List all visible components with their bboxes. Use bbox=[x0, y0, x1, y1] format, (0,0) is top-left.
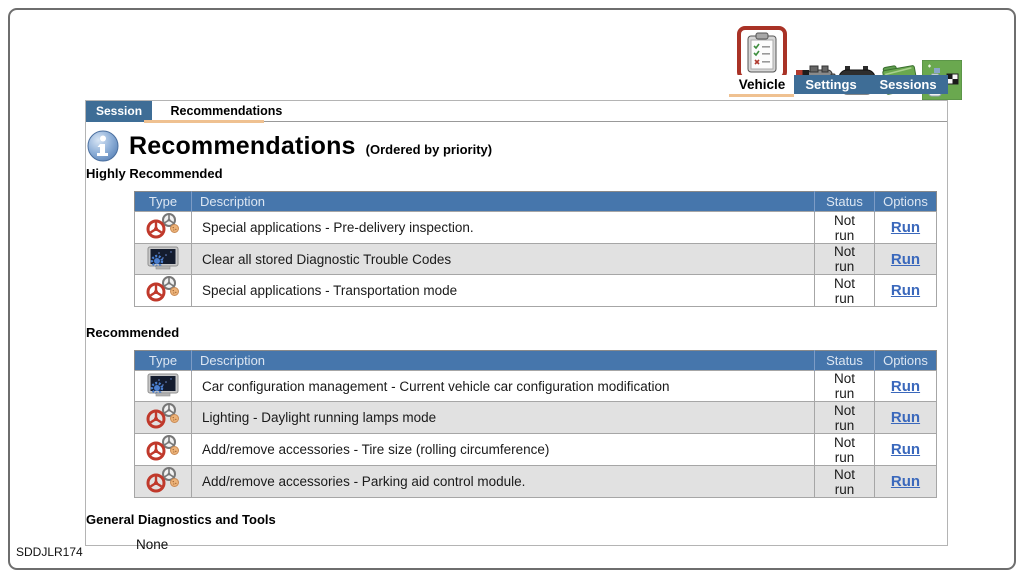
table-header-row bbox=[135, 192, 937, 212]
status-text: Not run bbox=[815, 371, 875, 402]
table-row bbox=[135, 434, 937, 466]
vehicle-clipboard-icon[interactable] bbox=[746, 32, 778, 74]
info-icon bbox=[87, 130, 119, 162]
col-header-description: Description bbox=[192, 192, 815, 212]
type-cell bbox=[135, 275, 192, 307]
description-cell: Lighting - Daylight running lamps mode bbox=[192, 402, 815, 434]
page-title-row bbox=[87, 130, 947, 162]
status-text: Not run bbox=[815, 212, 875, 244]
type-cell bbox=[135, 434, 192, 466]
description-cell: Car configuration management - Current vehicle car configuration modification bbox=[192, 371, 815, 402]
table-row bbox=[135, 275, 937, 307]
highly-recommended-table bbox=[134, 191, 937, 307]
gears-clock-icon bbox=[145, 434, 181, 462]
description-cell: Add/remove accessories - Parking aid control module. bbox=[192, 466, 815, 498]
description-cell: Special applications - Pre-delivery inspection. bbox=[192, 212, 815, 244]
section-heading-highly-recommended: Highly Recommended bbox=[86, 166, 223, 181]
table-row bbox=[135, 212, 937, 244]
page-title: Recommendations bbox=[129, 131, 356, 160]
run-link[interactable]: Run bbox=[890, 473, 921, 490]
status-text: Not run bbox=[815, 402, 875, 434]
col-header-options: Options bbox=[875, 192, 937, 212]
toolbar-label-bar bbox=[794, 75, 948, 94]
vehicle-icon-highlight bbox=[737, 26, 787, 80]
section-heading-recommended: Recommended bbox=[86, 325, 180, 340]
run-link[interactable]: Run bbox=[890, 219, 921, 236]
toolbar-label-settings[interactable]: Settings bbox=[805, 77, 857, 92]
figure-reference-code: SDDJLR174 bbox=[16, 545, 83, 559]
main-content-panel bbox=[85, 100, 948, 552]
vehicle-active-underline bbox=[729, 94, 794, 97]
type-cell bbox=[135, 212, 192, 244]
col-header-status: Status bbox=[815, 351, 875, 371]
table-row bbox=[135, 371, 937, 402]
col-header-type: Type bbox=[135, 351, 192, 371]
table-row bbox=[135, 466, 937, 498]
run-link[interactable]: Run bbox=[890, 282, 921, 299]
col-header-status: Status bbox=[815, 192, 875, 212]
run-link[interactable]: Run bbox=[890, 409, 921, 426]
toolbar-label-sessions[interactable]: Sessions bbox=[879, 77, 937, 92]
gears-clock-icon bbox=[145, 402, 181, 430]
run-link[interactable]: Run bbox=[890, 250, 921, 268]
gears-clock-icon bbox=[145, 466, 181, 494]
col-header-options: Options bbox=[875, 351, 937, 371]
recommended-table bbox=[134, 350, 937, 498]
type-cell bbox=[135, 466, 192, 498]
monitor-gear-icon bbox=[147, 373, 179, 397]
type-cell bbox=[135, 244, 192, 275]
run-link[interactable]: Run bbox=[890, 441, 921, 458]
general-diagnostics-empty-text: None bbox=[136, 537, 169, 552]
tab-recommendations[interactable]: Recommendations bbox=[170, 104, 283, 118]
run-link[interactable]: Run bbox=[890, 377, 921, 395]
description-cell: Clear all stored Diagnostic Trouble Codes bbox=[192, 244, 815, 275]
type-cell bbox=[135, 402, 192, 434]
section-heading-general-diagnostics: General Diagnostics and Tools bbox=[86, 512, 276, 527]
table-row bbox=[135, 244, 937, 275]
tab-session[interactable]: Session bbox=[86, 101, 152, 122]
table-row bbox=[135, 402, 937, 434]
description-cell: Add/remove accessories - Tire size (rolling circumference) bbox=[192, 434, 815, 466]
col-header-type: Type bbox=[135, 192, 192, 212]
col-header-description: Description bbox=[192, 351, 815, 371]
table-header-row bbox=[135, 351, 937, 371]
gears-clock-icon bbox=[145, 275, 181, 303]
monitor-gear-icon bbox=[147, 246, 179, 270]
toolbar-label-vehicle[interactable]: Vehicle bbox=[731, 75, 793, 94]
status-text: Not run bbox=[815, 275, 875, 307]
gears-clock-icon bbox=[145, 212, 181, 240]
description-cell: Special applications - Transportation mode bbox=[192, 275, 815, 307]
status-text: Not run bbox=[815, 466, 875, 498]
page-subtitle: (Ordered by priority) bbox=[365, 142, 493, 157]
type-cell bbox=[135, 371, 192, 402]
status-text: Not run bbox=[815, 434, 875, 466]
active-tab-underline bbox=[144, 120, 264, 123]
status-text: Not run bbox=[815, 244, 875, 275]
tab-bar bbox=[86, 101, 947, 122]
